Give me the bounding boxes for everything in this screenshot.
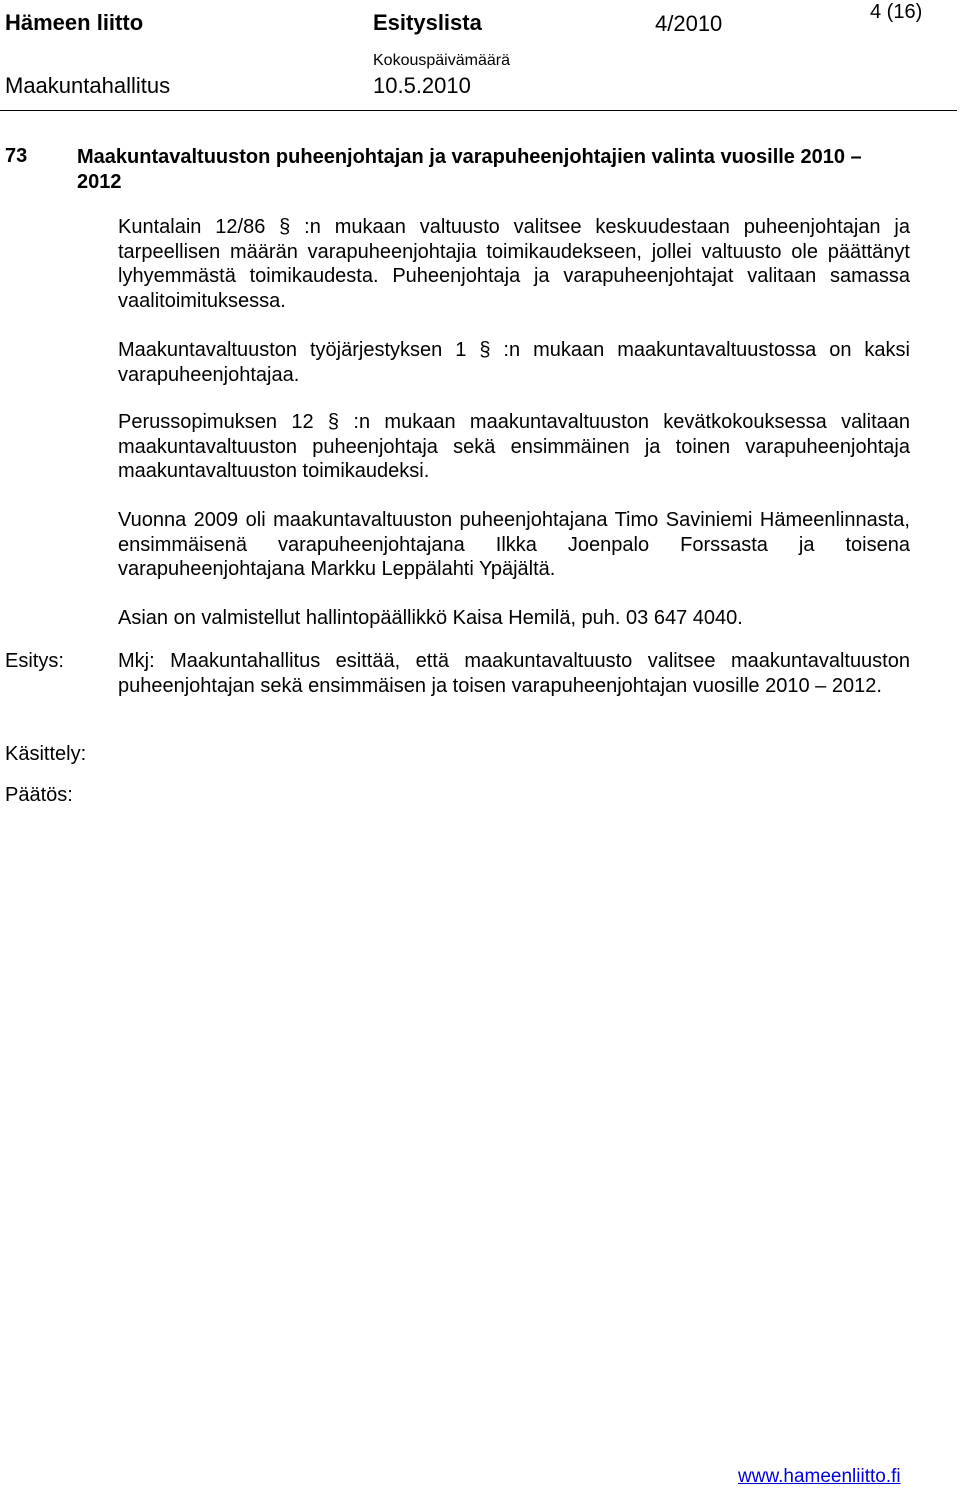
paragraph-basic-agreement: Perussopimuksen 12 § :n mukaan maakuntavaltuuston kevätkokouksessa valitaan maakuntavaltuuston puheenjohtaja sekä ensimmäinen ja toinen varapuheenjohtaja maakuntavaltuuston toimikaudeksi. [118, 411, 910, 483]
meeting-date: 10.5.2010 [373, 73, 471, 98]
footer-website-link[interactable]: www.hameenliitto.fi [738, 1466, 901, 1487]
section-number: 73 [5, 145, 28, 167]
page-number: 4 (16) [870, 1, 923, 23]
document-number: 4/2010 [655, 11, 723, 36]
handling-label: Käsittely: [5, 743, 87, 765]
paragraph-municipal-act: Kuntalain 12/86 § :n mukaan valtuusto valitsee keskuudestaan puheenjohtajan ja tarpeellisen määrän varapuheenjohtajia toimikaudekseen, jollei valtuusto ole päättänyt lyhyemmästä toimikaudesta. Puheenjohtaja ja varapuheenjohtajat valitaan samassa vaalitoimituksessa. [118, 216, 910, 312]
governing-body: Maakuntahallitus [5, 73, 171, 98]
meeting-date-label: Kokouspäivämäärä [373, 52, 510, 69]
proposal-label: Esitys: [5, 650, 64, 672]
proposal-text: Mkj: Maakuntahallitus esittää, että maakuntavaltuusto valitsee maakuntavaltuuston puheenjohtajan sekä ensimmäisen ja toisen varapuheenjohtajan vuosille 2010 – 2012. [118, 650, 910, 697]
paragraph-previous-chairs: Vuonna 2009 oli maakuntavaltuuston puheenjohtajana Timo Saviniemi Hämeenlinnasta, ensimmäisenä varapuheenjohtajana Ilkka Joenpalo Forssasta ja toisena varapuheenjohtajana Markku Leppälahti Ypäjältä. [118, 509, 910, 581]
paragraph-prepared-by: Asian on valmistellut hallintopäällikkö Kaisa Hemilä, puh. 03 647 4040. [118, 607, 743, 629]
section-title: Maakuntavaltuuston puheenjohtajan ja varapuheenjohtajien valinta vuosille 2010 – 2012 [77, 146, 862, 193]
document-type: Esityslista [373, 10, 482, 35]
organization-name: Hämeen liitto [5, 10, 144, 35]
header-divider [0, 110, 957, 111]
paragraph-rules-of-procedure: Maakuntavaltuuston työjärjestyksen 1 § :n mukaan maakuntavaltuustossa on kaksi varapuheenjohtajaa. [118, 339, 910, 386]
decision-label: Päätös: [5, 784, 73, 806]
